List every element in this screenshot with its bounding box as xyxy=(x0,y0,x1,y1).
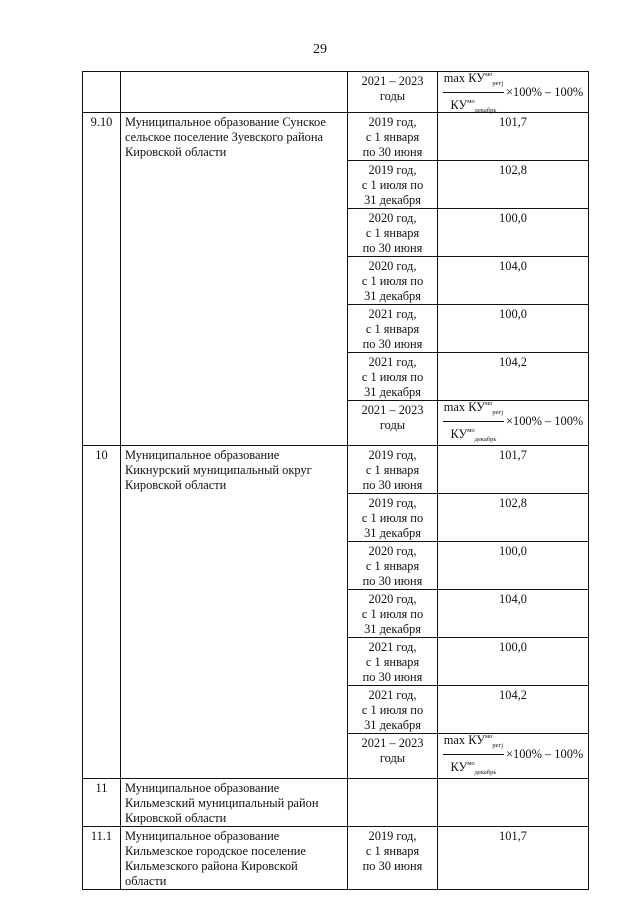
formula-sup-top: мо xyxy=(485,399,493,407)
period-cell xyxy=(348,494,438,542)
formula-sub-top: регj xyxy=(492,741,504,749)
table-row xyxy=(83,779,589,827)
formula-numerator xyxy=(443,67,504,93)
row-number-cell xyxy=(83,113,121,446)
period-cell xyxy=(348,72,438,113)
value-cell xyxy=(438,779,589,827)
formula-denominator xyxy=(450,422,496,447)
formula xyxy=(438,72,588,112)
formula xyxy=(438,401,588,441)
formula-denominator xyxy=(450,93,496,118)
formula-sub-bottom: декабрь xyxy=(474,106,497,114)
period-text: 2019 год, с 1 июля по 31 декабря xyxy=(361,496,424,540)
period-text: 2020 год, с 1 июля по 31 декабря xyxy=(361,259,424,303)
formula-numerator xyxy=(443,396,504,422)
index-value: 101,7 xyxy=(499,448,527,462)
municipality-cell xyxy=(121,827,348,890)
formula-fraction xyxy=(443,67,504,118)
formula-ku-top: КУ xyxy=(468,732,486,747)
municipality-name: Муниципальное образование Кильмезский муниципальный район Кировской области xyxy=(125,781,319,825)
formula-ku-top: КУ xyxy=(468,399,486,414)
row-number: 11 xyxy=(95,781,108,795)
row-number: 11.1 xyxy=(90,829,113,843)
period-cell xyxy=(348,590,438,638)
index-value: 104,2 xyxy=(499,688,527,702)
municipality-name: Муниципальное образование Кильмезское городское поселение Кильмезского района Кировской области xyxy=(125,829,306,888)
municipality-name xyxy=(125,72,347,74)
table-row xyxy=(83,827,589,890)
value-cell xyxy=(438,494,589,542)
value-cell xyxy=(438,257,589,305)
formula-sup-top: мо xyxy=(485,732,493,740)
index-value: 104,0 xyxy=(499,259,527,273)
value-cell xyxy=(438,542,589,590)
page-number: 29 xyxy=(313,42,327,57)
tariff-table xyxy=(82,71,589,890)
period-cell xyxy=(348,305,438,353)
period-text: 2019 год, с 1 июля по 31 декабря xyxy=(361,163,424,207)
value-cell xyxy=(438,401,589,446)
row-number: 9.10 xyxy=(90,115,113,129)
index-value: 100,0 xyxy=(499,307,527,321)
formula-sup-bottom: мо xyxy=(467,97,475,105)
formula-ku-bottom: КУ xyxy=(450,97,468,112)
value-cell xyxy=(438,305,589,353)
period-text: 2021 – 2023 годы xyxy=(361,736,424,765)
period-text: 2021 год, с 1 июля по 31 декабря xyxy=(361,688,424,732)
formula-tail: ×100% – 100% xyxy=(506,84,584,99)
period-text: 2021 год, с 1 января по 30 июня xyxy=(362,307,423,351)
period-text xyxy=(348,779,437,781)
formula-sub-top: регj xyxy=(492,408,504,416)
period-text: 2020 год, с 1 января по 30 июня xyxy=(362,544,423,588)
period-cell xyxy=(348,542,438,590)
period-cell xyxy=(348,209,438,257)
row-number-cell xyxy=(83,72,121,113)
index-value: 101,7 xyxy=(499,115,527,129)
period-cell xyxy=(348,161,438,209)
period-cell xyxy=(348,401,438,446)
formula-denominator xyxy=(450,755,496,780)
value-cell xyxy=(438,590,589,638)
formula-sup-bottom: мо xyxy=(467,426,475,434)
municipality-cell xyxy=(121,779,348,827)
period-text: 2020 год, с 1 января по 30 июня xyxy=(362,211,423,255)
period-cell xyxy=(348,779,438,827)
formula-sup-top: мо xyxy=(485,70,493,78)
index-value: 102,8 xyxy=(499,163,527,177)
row-number-cell xyxy=(83,779,121,827)
index-value: 102,8 xyxy=(499,496,527,510)
value-cell xyxy=(438,638,589,686)
period-text: 2021 – 2023 годы xyxy=(361,403,424,432)
formula-tail: ×100% – 100% xyxy=(506,413,584,428)
period-cell xyxy=(348,257,438,305)
table-row xyxy=(83,113,589,161)
period-cell xyxy=(348,446,438,494)
formula-max: max xyxy=(443,399,466,414)
municipality-name: Муниципальное образование Кикнурский муниципальный округ Кировской области xyxy=(125,448,312,492)
formula-numerator xyxy=(443,729,504,755)
municipality-cell xyxy=(121,113,348,446)
period-text: 2021 – 2023 годы xyxy=(361,74,424,103)
period-text: 2019 год, с 1 января по 30 июня xyxy=(362,115,423,159)
value-cell xyxy=(438,827,589,890)
period-cell xyxy=(348,827,438,890)
index-value: 104,0 xyxy=(499,592,527,606)
formula xyxy=(438,734,588,774)
value-cell xyxy=(438,734,589,779)
period-cell xyxy=(348,113,438,161)
formula-sub-bottom: декабрь xyxy=(474,435,497,443)
formula-ku-top: КУ xyxy=(468,70,486,85)
period-cell xyxy=(348,353,438,401)
formula-fraction xyxy=(443,396,504,447)
period-text: 2019 год, с 1 января по 30 июня xyxy=(362,829,423,873)
municipality-cell xyxy=(121,446,348,779)
formula-fraction xyxy=(443,729,504,780)
row-number xyxy=(83,72,120,74)
formula-sub-bottom: декабрь xyxy=(474,768,497,776)
period-text: 2021 год, с 1 января по 30 июня xyxy=(362,640,423,684)
index-value: 100,0 xyxy=(499,211,527,225)
value-cell xyxy=(438,353,589,401)
period-cell xyxy=(348,686,438,734)
formula-tail: ×100% – 100% xyxy=(506,746,584,761)
row-number-cell xyxy=(83,827,121,890)
period-text: 2020 год, с 1 июля по 31 декабря xyxy=(361,592,424,636)
index-value: 100,0 xyxy=(499,544,527,558)
index-value: 100,0 xyxy=(499,640,527,654)
value-cell xyxy=(438,686,589,734)
value-cell xyxy=(438,113,589,161)
value-cell xyxy=(438,161,589,209)
index-value: 104,2 xyxy=(499,355,527,369)
value-cell xyxy=(438,209,589,257)
formula-ku-bottom: КУ xyxy=(450,759,468,774)
period-cell xyxy=(348,638,438,686)
period-cell xyxy=(348,734,438,779)
formula-sub-top: регj xyxy=(492,79,504,87)
formula-ku-bottom: КУ xyxy=(450,426,468,441)
value-cell xyxy=(438,72,589,113)
formula-sup-bottom: мо xyxy=(467,759,475,767)
municipality-name: Муниципальное образование Сунское сельское поселение Зуевского района Кировской области xyxy=(125,115,326,159)
period-text: 2019 год, с 1 января по 30 июня xyxy=(362,448,423,492)
municipality-cell xyxy=(121,72,348,113)
table-row xyxy=(83,72,589,113)
row-number-cell xyxy=(83,446,121,779)
value-cell xyxy=(438,446,589,494)
formula-max: max xyxy=(443,732,466,747)
formula-max: max xyxy=(443,70,466,85)
index-value: 101,7 xyxy=(499,829,527,843)
row-number: 10 xyxy=(95,448,108,462)
table-row xyxy=(83,446,589,494)
period-text: 2021 год, с 1 июля по 31 декабря xyxy=(361,355,424,399)
